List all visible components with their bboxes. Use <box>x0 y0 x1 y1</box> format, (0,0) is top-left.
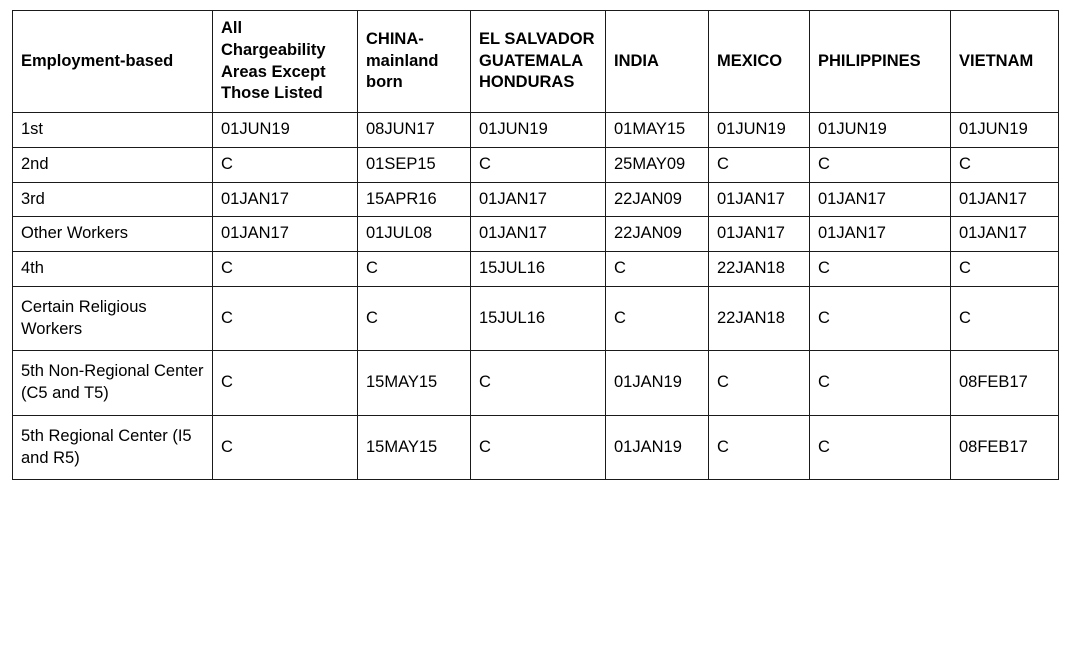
table-cell: C <box>951 147 1059 182</box>
table-cell: 01JAN17 <box>709 217 810 252</box>
table-cell: 08FEB17 <box>951 351 1059 416</box>
column-header-el-salvador-guatemala-honduras: EL SALVADOR GUATEMALA HONDURAS <box>471 11 606 113</box>
column-header-philippines: PHILIPPINES <box>810 11 951 113</box>
table-cell: 22JAN18 <box>709 252 810 287</box>
table-cell: C <box>810 415 951 480</box>
table-cell: C <box>810 252 951 287</box>
table-cell: 15APR16 <box>358 182 471 217</box>
table-row <box>13 147 1059 182</box>
table-body <box>13 113 1059 480</box>
table-cell: C <box>709 351 810 416</box>
table-cell: C <box>358 252 471 287</box>
table-cell: 01JAN19 <box>606 415 709 480</box>
table-cell: 08JUN17 <box>358 113 471 148</box>
table-cell: 01JUL08 <box>358 217 471 252</box>
table-row <box>13 351 1059 416</box>
table-cell: 22JAN09 <box>606 182 709 217</box>
table-cell: C <box>213 147 358 182</box>
table-row <box>13 252 1059 287</box>
row-label: 3rd <box>13 182 213 217</box>
table-cell: 01JAN17 <box>709 182 810 217</box>
table-cell: C <box>951 252 1059 287</box>
table-cell: 01JAN17 <box>213 182 358 217</box>
table-cell: 15JUL16 <box>471 286 606 351</box>
table-cell: C <box>810 286 951 351</box>
table-header <box>13 11 1059 113</box>
column-header-china-mainland-born: CHINA-mainland born <box>358 11 471 113</box>
table-cell: C <box>606 286 709 351</box>
row-label: 5th Regional Center (I5 and R5) <box>13 415 213 480</box>
table-cell: 01MAY15 <box>606 113 709 148</box>
table-cell: C <box>709 147 810 182</box>
table-cell: C <box>810 147 951 182</box>
employment-based-priority-date-table <box>12 10 1059 480</box>
table-cell: 01JAN17 <box>471 182 606 217</box>
table-cell: 01JUN19 <box>810 113 951 148</box>
table-cell: 08FEB17 <box>951 415 1059 480</box>
table-cell: 01JAN17 <box>810 182 951 217</box>
table-cell: 01JAN17 <box>951 182 1059 217</box>
table-row <box>13 182 1059 217</box>
table-cell: C <box>358 286 471 351</box>
row-label: Certain Religious Workers <box>13 286 213 351</box>
column-header-employment-based: Employment-based <box>13 11 213 113</box>
table-cell: 01JUN19 <box>213 113 358 148</box>
table-cell: C <box>471 351 606 416</box>
row-label: Other Workers <box>13 217 213 252</box>
table-cell: 01JAN17 <box>471 217 606 252</box>
table-cell: C <box>810 351 951 416</box>
table-cell: 22JAN18 <box>709 286 810 351</box>
table-cell: 01JUN19 <box>951 113 1059 148</box>
table-cell: C <box>951 286 1059 351</box>
table-cell: 01JAN17 <box>951 217 1059 252</box>
row-label: 5th Non-Regional Center (C5 and T5) <box>13 351 213 416</box>
table-cell: 15MAY15 <box>358 351 471 416</box>
table-cell: 01JAN19 <box>606 351 709 416</box>
table-cell: C <box>213 252 358 287</box>
table-cell: C <box>606 252 709 287</box>
table-cell: 01JAN17 <box>213 217 358 252</box>
row-label: 2nd <box>13 147 213 182</box>
table-cell: 25MAY09 <box>606 147 709 182</box>
table-cell: 01JUN19 <box>709 113 810 148</box>
row-label: 4th <box>13 252 213 287</box>
table-cell: 22JAN09 <box>606 217 709 252</box>
column-header-india: INDIA <box>606 11 709 113</box>
header-row <box>13 11 1059 113</box>
table-cell: C <box>213 286 358 351</box>
column-header-mexico: MEXICO <box>709 11 810 113</box>
table-row <box>13 217 1059 252</box>
table-cell: C <box>471 147 606 182</box>
table-cell: C <box>213 415 358 480</box>
column-header-all-chargeability-areas: All Chargeability Areas Except Those Listed <box>213 11 358 113</box>
row-label: 1st <box>13 113 213 148</box>
column-header-vietnam: VIETNAM <box>951 11 1059 113</box>
table-cell: 15JUL16 <box>471 252 606 287</box>
table-cell: 15MAY15 <box>358 415 471 480</box>
table-cell: C <box>709 415 810 480</box>
table-row <box>13 286 1059 351</box>
table-cell: 01JAN17 <box>810 217 951 252</box>
table-row <box>13 415 1059 480</box>
table-cell: 01SEP15 <box>358 147 471 182</box>
table-row <box>13 113 1059 148</box>
table-cell: C <box>213 351 358 416</box>
table-cell: C <box>471 415 606 480</box>
table-cell: 01JUN19 <box>471 113 606 148</box>
